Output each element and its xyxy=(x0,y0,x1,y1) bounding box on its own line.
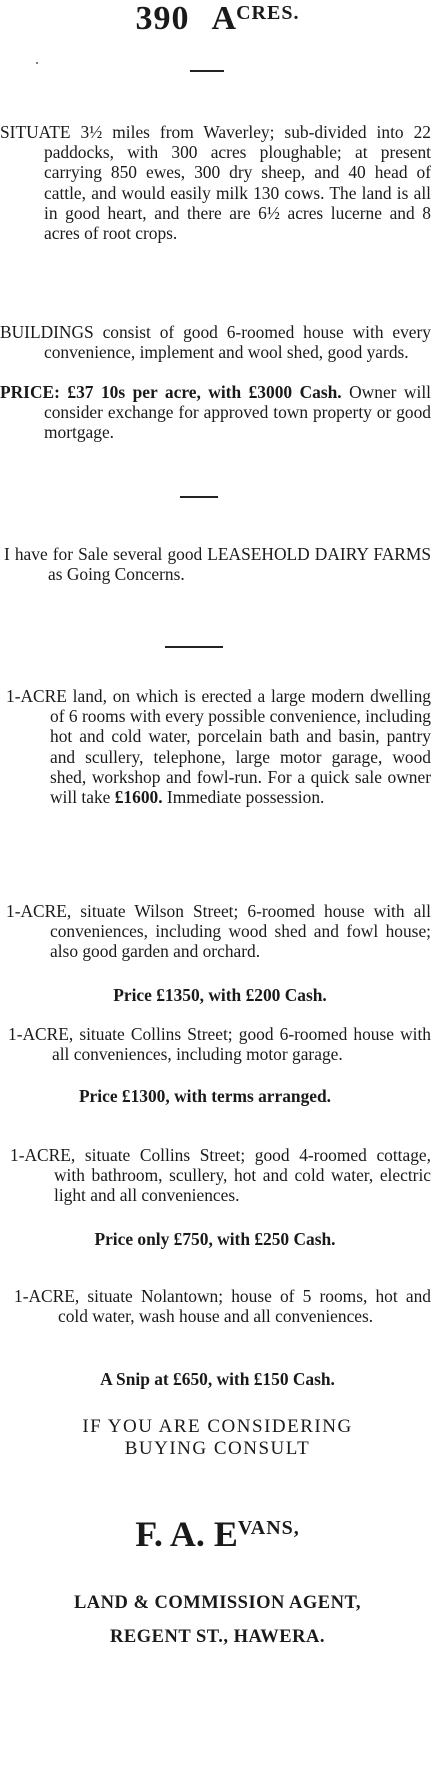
ad-headline xyxy=(0,0,435,38)
agent-address: REGENT ST., HAWERA. xyxy=(110,1627,325,1647)
listing-5-price: A Snip at £650, with £150 Cash. xyxy=(100,1369,335,1389)
leasehold-paragraph: I have for Sale several good LEASEHOLD DAIRY FARMS as Going Concerns. xyxy=(4,544,431,585)
listing-2-paragraph: 1-ACRE, situate Wilson Street; 6-roomed house with all conveniences, including wood shed and fowl house; also good garden and orchard. xyxy=(6,901,431,962)
price-value: £37 10s per acre, with £3000 Cash. xyxy=(67,382,342,402)
listing-1-paragraph xyxy=(6,686,431,807)
divider-dashed xyxy=(165,646,223,648)
agent-title: LAND & COMMISSION AGENT, xyxy=(73,1593,362,1613)
acres-smallcaps: CRES. xyxy=(236,2,300,24)
listing-4-price: Price only £750, with £250 Cash. xyxy=(94,1229,336,1249)
price-terms: Owner will consider exchange for approved town property or good mortgage. xyxy=(44,382,431,443)
acres-word xyxy=(212,0,300,37)
acres-initial: A xyxy=(211,0,237,37)
listing-1-possession: Immediate possession. xyxy=(166,787,325,808)
divider-short xyxy=(190,70,224,72)
listing-1-text: 1-ACRE land, on which is erected a large modern dwelling of 6 rooms with every possible convenience, including hot and cold water, porcelain bath and basin, pantry and scullery, telephone, large motor garage, wood shed, workshop and fowl-run. For a quick sale owner will take xyxy=(6,686,431,808)
listing-3-price: Price £1300, with terms arranged. xyxy=(78,1086,332,1106)
listing-1-price: £1600. xyxy=(114,787,163,808)
listing-4-paragraph: 1-ACRE, situate Collins Street; good 4-roomed cottage, with bathroom, scullery, hot and cold water, electric light and all conveniences. xyxy=(10,1145,431,1206)
listing-5-paragraph: 1-ACRE, situate Nolantown; house of 5 rooms, hot and cold water, wash house and all conveniences. xyxy=(14,1286,431,1327)
listing-2-price: Price £1350, with £200 Cash. xyxy=(113,985,327,1005)
agent-name-main: F. A. E xyxy=(135,1514,238,1554)
consult-line-1: IF YOU ARE CONSIDERING xyxy=(82,1416,353,1437)
buildings-paragraph: BUILDINGS consist of good 6-roomed house with every convenience, implement and wool shed, good yards. xyxy=(0,322,431,363)
price-paragraph xyxy=(0,382,431,443)
price-label: PRICE: xyxy=(0,382,60,402)
consult-line-2: BUYING CONSULT xyxy=(124,1438,311,1459)
divider-short xyxy=(180,496,218,498)
agent-name xyxy=(0,1508,435,1554)
speck xyxy=(36,62,38,64)
situate-paragraph: SITUATE 3½ miles from Waverley; sub-divided into 22 paddocks, with 300 acres ploughable; at present carrying 850 ewes, 300 dry sheep, and 40 head of cattle, and would easily milk 130 cows. The land is all in good heart, and there are 6½ acres lucerne and 8 acres of root crops. xyxy=(0,122,431,244)
listing-3-paragraph: 1-ACRE, situate Collins Street; good 6-roomed house with all conveniences, including motor garage. xyxy=(8,1024,431,1065)
acreage-number: 390 xyxy=(135,0,190,37)
agent-name-smallcaps: VANS, xyxy=(237,1517,300,1539)
